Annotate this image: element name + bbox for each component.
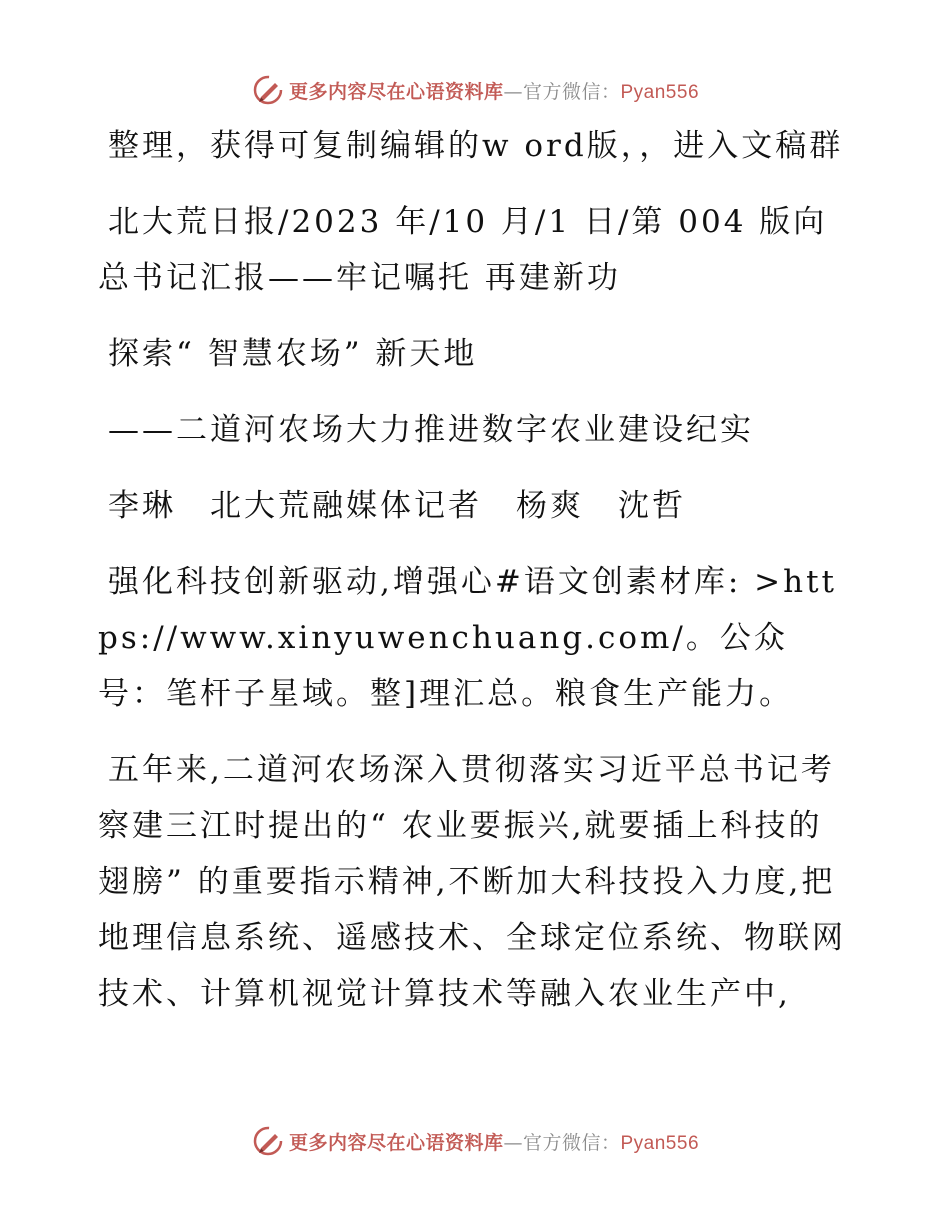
watermark-handle: Pyan556 <box>620 1132 700 1154</box>
paragraph-source: 北大荒日报/2023 年/10 月/1 日/第 004 版向总书记汇报——牢记嘱托 再建新功 <box>98 204 828 296</box>
watermark-separator: — <box>503 80 523 103</box>
watermark-site: 更多内容尽在心语资料库 <box>288 80 504 103</box>
red-pen-swirl-icon <box>251 73 285 107</box>
document-body <box>98 118 850 1042</box>
watermark-banner-inner <box>251 1124 699 1158</box>
watermark-site: 更多内容尽在心语资料库 <box>288 1131 504 1154</box>
watermark-text <box>289 1128 699 1155</box>
watermark-wechat-label: 官方微信： <box>522 80 621 103</box>
watermark-wechat-label: 官方微信： <box>522 1131 621 1154</box>
watermark-handle: Pyan556 <box>620 81 700 103</box>
article-byline: 李琳 北大荒融媒体记者 杨爽 沈哲 <box>108 488 686 524</box>
watermark-text <box>289 77 699 104</box>
paragraph-body: 五年来,二道河农场深入贯彻落实习近平总书记考察建三江时提出的“ 农业要振兴,就要插上科技的翅膀” 的重要指示精神,不断加大科技投入力度,把地理信息系统、遥感技术、全球定位系统、物联网技术、计算机视觉计算技术等融入农业生产中, <box>98 752 846 1012</box>
red-pen-swirl-icon <box>251 1124 285 1158</box>
paragraph-intro: 整理，获得可复制编辑的w ord版，，进入文稿群 <box>108 128 844 164</box>
watermark-banner-top <box>0 70 950 110</box>
paragraph-lead: 强化科技创新驱动,增强心#语文创素材库: >https://www.xinyuwenchuang.com/。公众号：笔杆子星域。整]理汇总。粮食生产能力。 <box>98 564 837 712</box>
watermark-banner-inner <box>251 73 699 107</box>
article-title: 探索“ 智慧农场” 新天地 <box>108 336 478 372</box>
article-subtitle: ——二道河农场大力推进数字农业建设纪实 <box>108 412 754 448</box>
watermark-separator: — <box>503 1131 523 1154</box>
watermark-banner-bottom <box>0 1121 950 1161</box>
